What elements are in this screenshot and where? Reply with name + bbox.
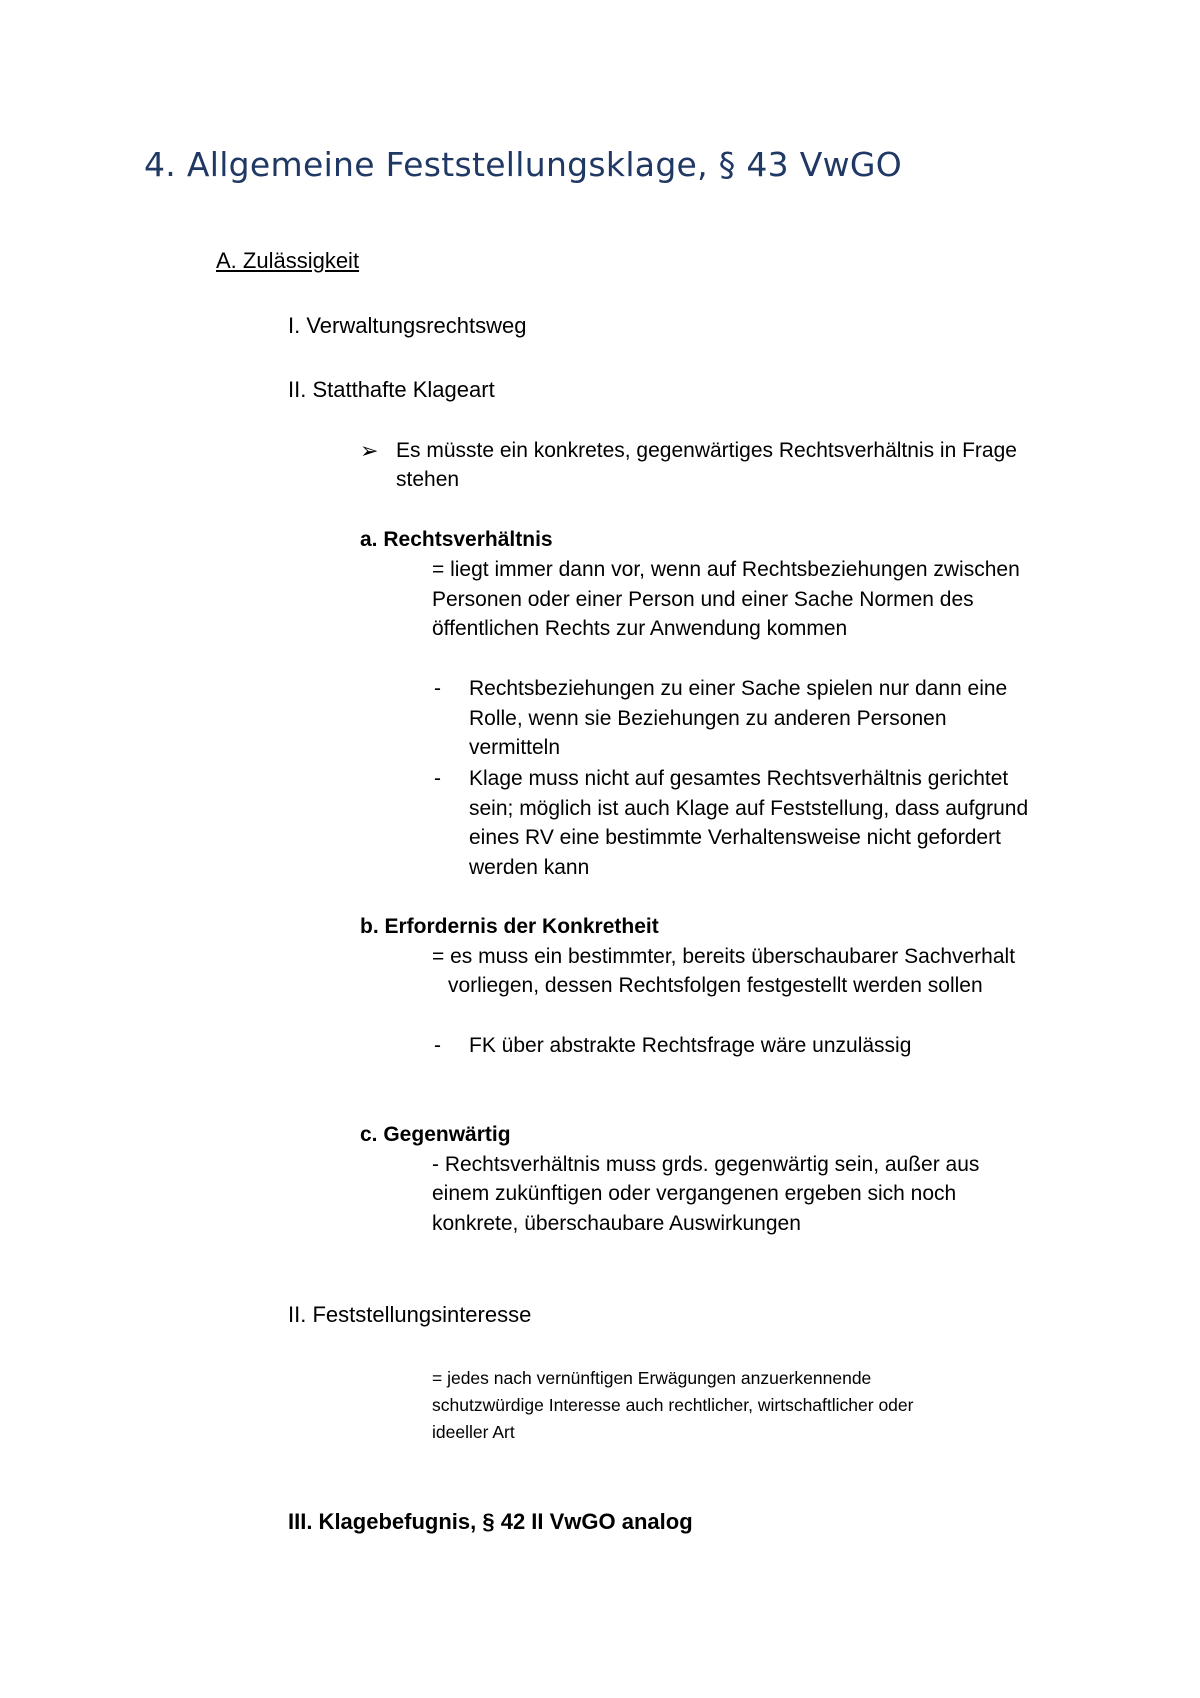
arrow-bullet-icon: ➢ bbox=[360, 438, 379, 463]
bullet-text-line: eines RV eine bestimmte Verhaltensweise nicht gefordert bbox=[469, 826, 1001, 849]
page-title: 4. Allgemeine Feststellungsklage, § 43 VwGO bbox=[144, 145, 903, 184]
interest-line: schutzwürdige Interesse auch rechtlicher, wirtschaftlicher oder bbox=[432, 1395, 914, 1415]
heading-statthafte-klageart: II. Statthafte Klageart bbox=[288, 377, 495, 402]
bullet-text-line: sein; möglich ist auch Klage auf Feststellung, dass aufgrund bbox=[469, 797, 1029, 820]
subheading-gegenwaertig: c. Gegenwärtig bbox=[360, 1123, 511, 1146]
text-line: konkrete, überschaubare Auswirkungen bbox=[432, 1212, 801, 1235]
arrow-text-line: Es müsste ein konkretes, gegenwärtiges Rechtsverhältnis in Frage bbox=[396, 439, 1017, 462]
dash-bullet: - bbox=[434, 767, 441, 790]
definition-line: Personen oder einer Person und einer Sache Normen des bbox=[432, 588, 974, 611]
interest-line: ideeller Art bbox=[432, 1422, 515, 1442]
bullet-text-line: FK über abstrakte Rechtsfrage wäre unzulässig bbox=[469, 1034, 912, 1057]
dash-bullet: - bbox=[434, 1034, 441, 1057]
text-line: einem zukünftigen oder vergangenen ergeben sich noch bbox=[432, 1182, 957, 1205]
dash-bullet: - bbox=[434, 677, 441, 700]
bullet-text-line: werden kann bbox=[469, 856, 590, 879]
definition-line: = liegt immer dann vor, wenn auf Rechtsbeziehungen zwischen bbox=[432, 558, 1020, 581]
definition-line: = es muss ein bestimmter, bereits überschaubarer Sachverhalt bbox=[432, 945, 1016, 968]
subheading-konkretheit: b. Erfordernis der Konkretheit bbox=[360, 915, 659, 938]
bullet-text-line: vermitteln bbox=[469, 736, 561, 759]
definition-line: öffentlichen Rechts zur Anwendung kommen bbox=[432, 617, 848, 640]
heading-klagebefugnis: III. Klagebefugnis, § 42 II VwGO analog bbox=[288, 1509, 693, 1534]
definition-line: vorliegen, dessen Rechtsfolgen festgestellt werden sollen bbox=[448, 974, 983, 997]
subheading-rechtsverhaeltnis: a. Rechtsverhältnis bbox=[360, 528, 553, 551]
interest-line: = jedes nach vernünftigen Erwägungen anzuerkennende bbox=[432, 1368, 872, 1388]
arrow-text-line: stehen bbox=[396, 468, 460, 491]
bullet-text-line: Klage muss nicht auf gesamtes Rechtsverhältnis gerichtet bbox=[469, 767, 1009, 790]
text-line: - Rechtsverhältnis muss grds. gegenwärtig sein, außer aus bbox=[432, 1153, 980, 1176]
bullet-text-line: Rolle, wenn sie Beziehungen zu anderen Personen bbox=[469, 707, 947, 730]
heading-verwaltungsrechtsweg: I. Verwaltungsrechtsweg bbox=[288, 313, 527, 338]
bullet-text-line: Rechtsbeziehungen zu einer Sache spielen nur dann eine bbox=[469, 677, 1008, 700]
section-heading-zulaessigkeit: A. Zulässigkeit bbox=[216, 248, 360, 273]
heading-feststellungsinteresse: II. Feststellungsinteresse bbox=[288, 1302, 532, 1327]
